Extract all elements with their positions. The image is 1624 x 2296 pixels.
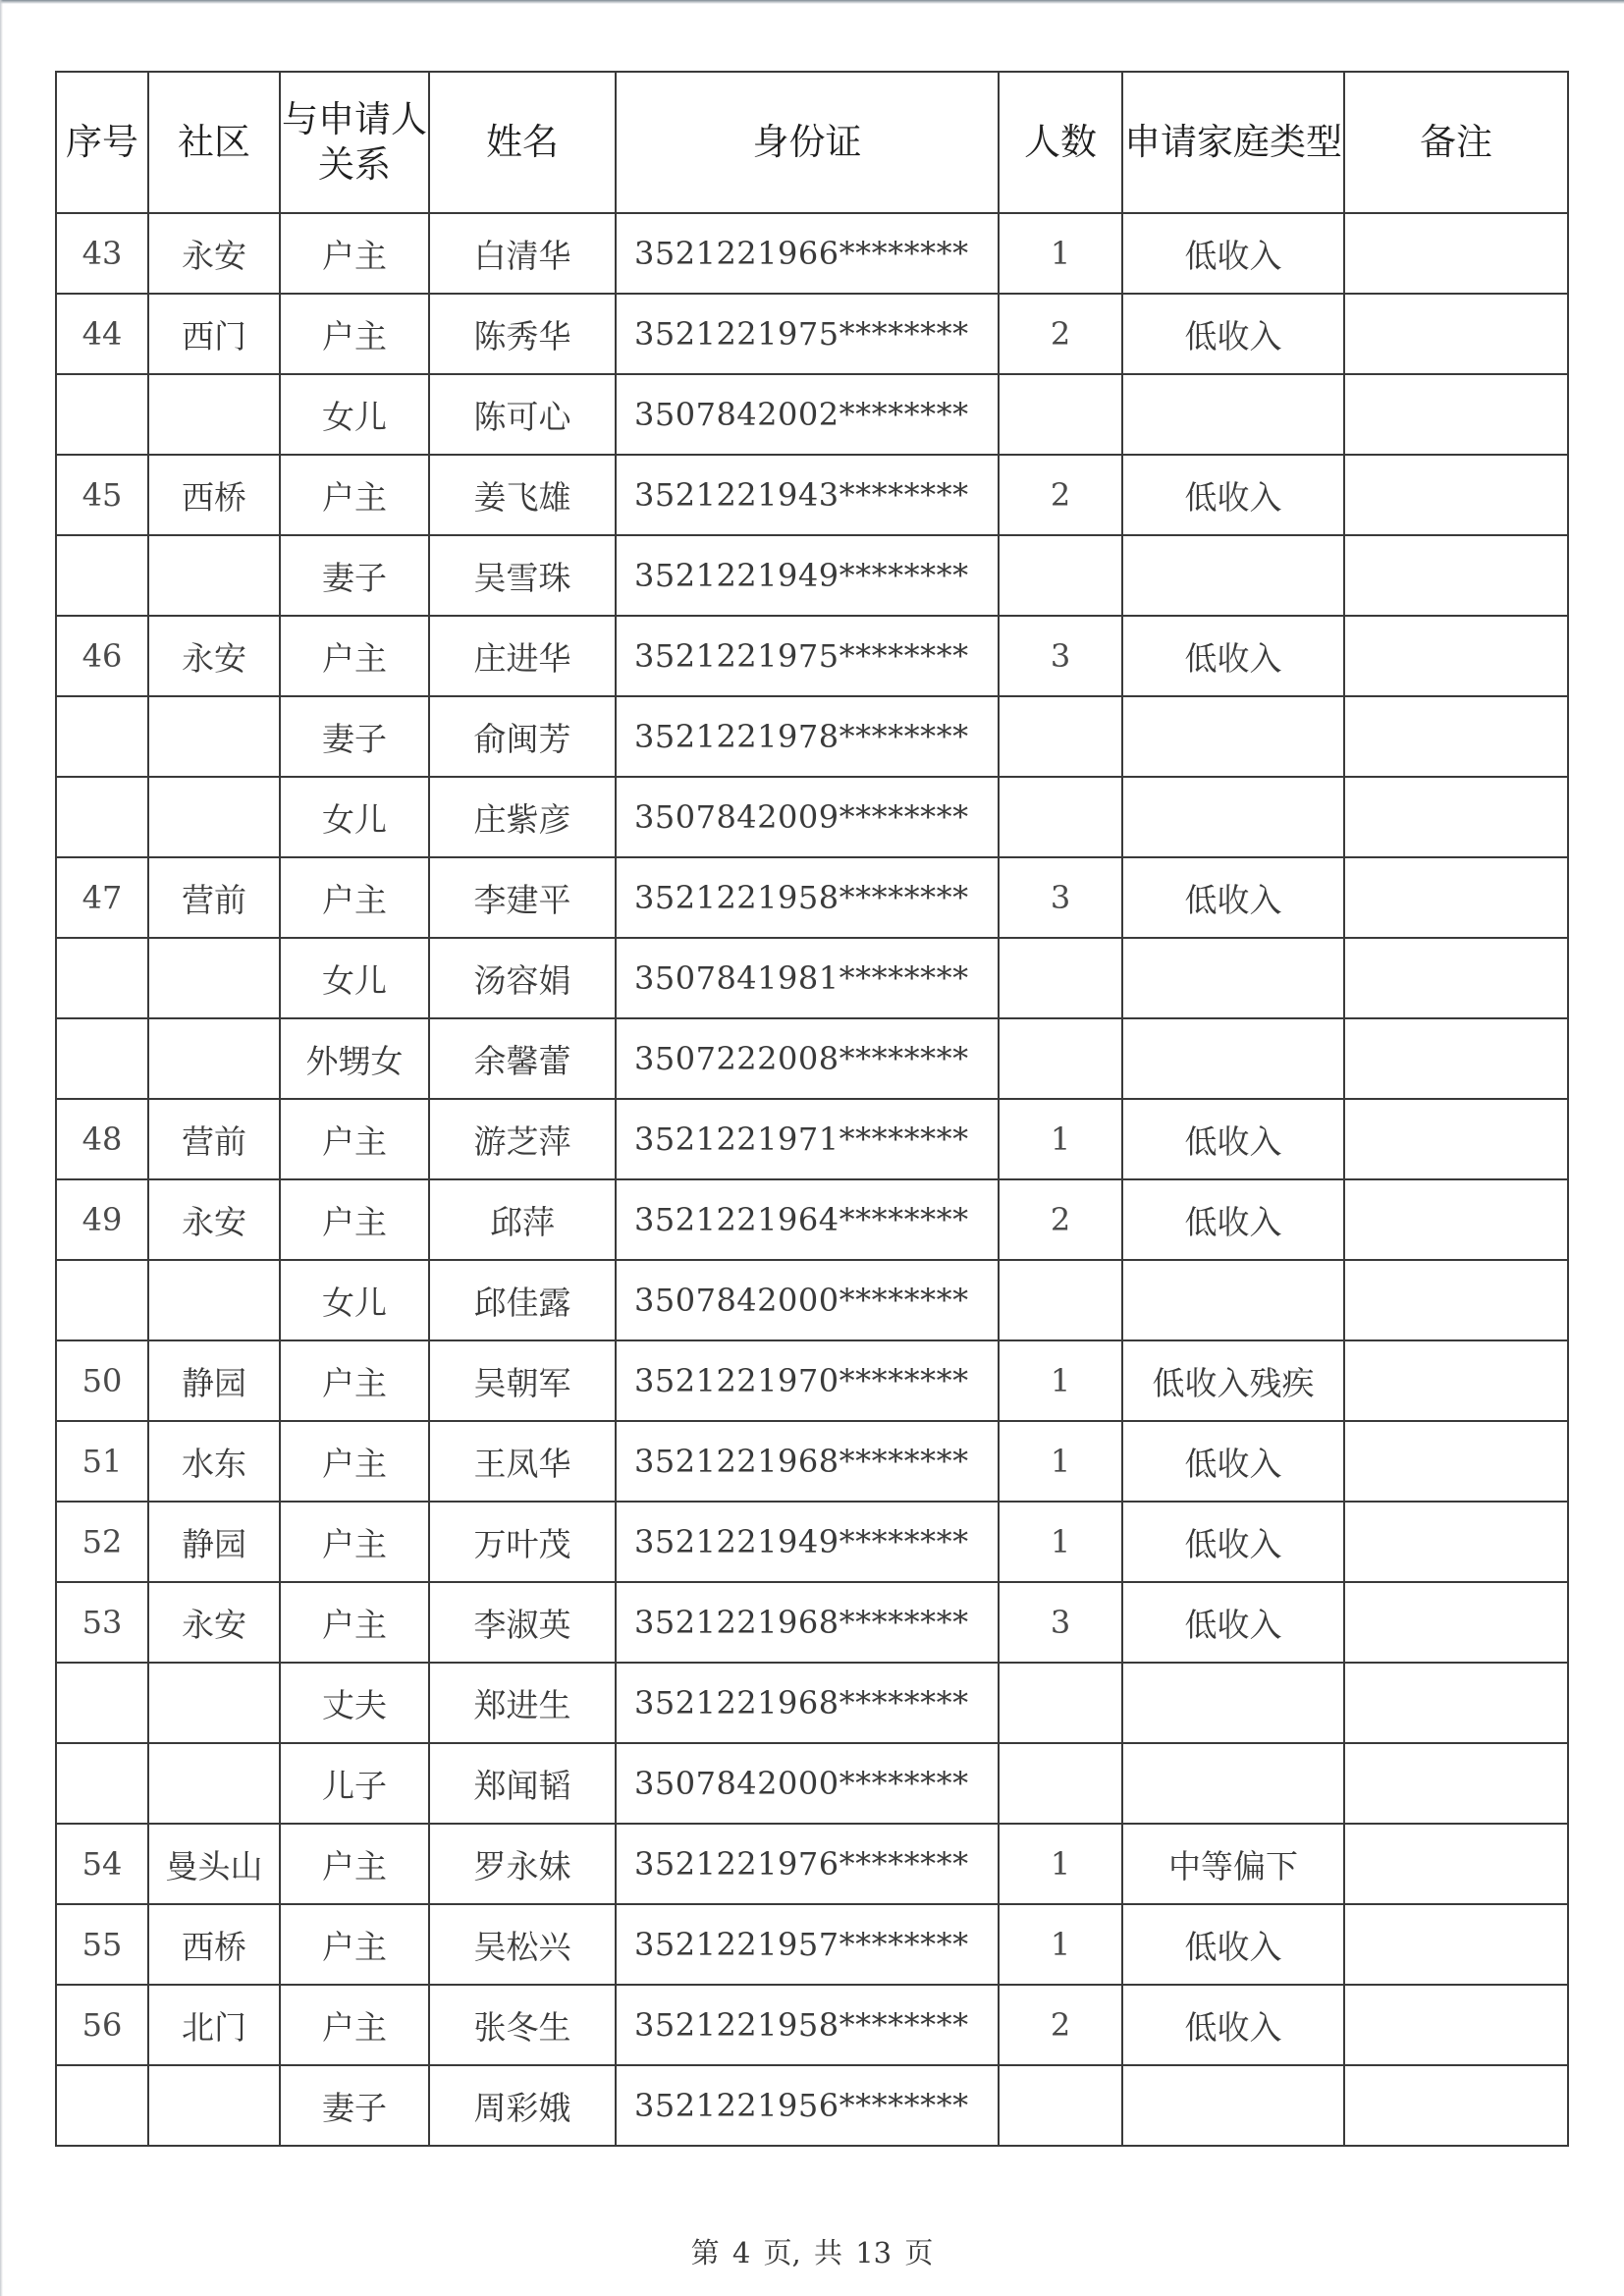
cell-count: 1 [999,1904,1122,1985]
scan-edge-top [0,0,1624,4]
cell-count [999,374,1122,455]
table-row [56,2065,1568,2146]
cell-community [148,1743,280,1824]
cell-no: 46 [56,616,148,696]
table-row [56,535,1568,616]
cell-family-type: 低收入 [1122,1179,1344,1260]
cell-remark [1344,213,1568,294]
cell-no: 53 [56,1582,148,1663]
cell-count: 2 [999,1985,1122,2065]
cell-remark [1344,1421,1568,1502]
cell-relation: 户主 [280,1582,429,1663]
cell-community [148,696,280,777]
cell-id: 3507842002******** [616,374,999,455]
cell-community: 永安 [148,1179,280,1260]
cell-no: 45 [56,455,148,535]
header-count: 人数 [999,72,1122,213]
cell-name: 俞闽芳 [429,696,616,777]
cell-count [999,1663,1122,1743]
cell-relation: 户主 [280,1179,429,1260]
cell-remark [1344,1985,1568,2065]
cell-relation: 女儿 [280,374,429,455]
cell-remark [1344,1018,1568,1099]
cell-family-type: 低收入残疾 [1122,1340,1344,1421]
cell-name: 庄进华 [429,616,616,696]
table-row [56,455,1568,535]
cell-name: 郑进生 [429,1663,616,1743]
table-row [56,1582,1568,1663]
cell-name: 李淑英 [429,1582,616,1663]
cell-id: 3521221971******** [616,1099,999,1179]
cell-name: 邱萍 [429,1179,616,1260]
cell-family-type [1122,1663,1344,1743]
cell-community [148,2065,280,2146]
cell-id: 3507842000******** [616,1743,999,1824]
table-row [56,1099,1568,1179]
cell-remark [1344,294,1568,374]
cell-community: 静园 [148,1340,280,1421]
header-remark: 备注 [1344,72,1568,213]
cell-community: 水东 [148,1421,280,1502]
cell-count: 1 [999,213,1122,294]
cell-remark [1344,2065,1568,2146]
cell-relation: 户主 [280,1421,429,1502]
cell-family-type [1122,1260,1344,1340]
cell-community [148,1260,280,1340]
cell-remark [1344,1582,1568,1663]
cell-no [56,2065,148,2146]
cell-id: 3521221970******** [616,1340,999,1421]
table-header [56,72,1568,213]
cell-id: 3521221968******** [616,1582,999,1663]
cell-remark [1344,1260,1568,1340]
table-row [56,213,1568,294]
cell-community: 永安 [148,213,280,294]
header-id: 身份证 [616,72,999,213]
cell-remark [1344,938,1568,1018]
cell-name: 万叶茂 [429,1502,616,1582]
table-row [56,1179,1568,1260]
table-row [56,938,1568,1018]
cell-relation: 女儿 [280,1260,429,1340]
cell-id: 3507842009******** [616,777,999,857]
cell-name: 张冬生 [429,1985,616,2065]
cell-name: 汤容娟 [429,938,616,1018]
cell-no [56,696,148,777]
cell-name: 吴松兴 [429,1904,616,1985]
cell-count: 3 [999,616,1122,696]
cell-id: 3507222008******** [616,1018,999,1099]
cell-id: 3521221964******** [616,1179,999,1260]
cell-relation: 妻子 [280,535,429,616]
cell-community: 营前 [148,857,280,938]
table-row [56,1985,1568,2065]
cell-count [999,535,1122,616]
cell-remark [1344,1904,1568,1985]
cell-id: 3521221978******** [616,696,999,777]
cell-no [56,1663,148,1743]
cell-relation: 妻子 [280,696,429,777]
cell-count: 3 [999,1582,1122,1663]
cell-name: 邱佳露 [429,1260,616,1340]
cell-relation: 户主 [280,213,429,294]
cell-remark [1344,1502,1568,1582]
cell-relation: 户主 [280,1340,429,1421]
cell-id: 3521221975******** [616,616,999,696]
cell-count [999,938,1122,1018]
table-row [56,777,1568,857]
cell-community: 营前 [148,1099,280,1179]
cell-family-type [1122,696,1344,777]
cell-relation: 女儿 [280,777,429,857]
table-row [56,616,1568,696]
cell-no: 47 [56,857,148,938]
cell-count [999,1743,1122,1824]
cell-name: 罗永妹 [429,1824,616,1904]
cell-family-type: 低收入 [1122,1099,1344,1179]
cell-remark [1344,455,1568,535]
table-row [56,374,1568,455]
cell-no: 50 [56,1340,148,1421]
table-row [56,1663,1568,1743]
cell-family-type: 中等偏下 [1122,1824,1344,1904]
cell-name: 陈可心 [429,374,616,455]
cell-id: 3521221968******** [616,1421,999,1502]
cell-relation: 户主 [280,455,429,535]
table-row [56,1018,1568,1099]
cell-relation: 户主 [280,1904,429,1985]
cell-family-type: 低收入 [1122,455,1344,535]
cell-family-type: 低收入 [1122,1582,1344,1663]
cell-name: 陈秀华 [429,294,616,374]
cell-relation: 妻子 [280,2065,429,2146]
cell-no: 44 [56,294,148,374]
cell-count: 1 [999,1099,1122,1179]
cell-no: 52 [56,1502,148,1582]
cell-no [56,1743,148,1824]
cell-family-type [1122,374,1344,455]
cell-count: 1 [999,1824,1122,1904]
cell-family-type [1122,1743,1344,1824]
cell-id: 3521221958******** [616,857,999,938]
cell-community: 西桥 [148,455,280,535]
cell-family-type [1122,777,1344,857]
cell-id: 3521221957******** [616,1904,999,1985]
cell-no [56,777,148,857]
cell-no: 54 [56,1824,148,1904]
header-relation: 与申请人关系 [280,72,429,213]
cell-count: 2 [999,455,1122,535]
header-row [56,72,1568,213]
header-community: 社区 [148,72,280,213]
cell-relation: 户主 [280,1824,429,1904]
cell-community [148,1663,280,1743]
header-family-type: 申请家庭类型 [1122,72,1344,213]
cell-id: 3507842000******** [616,1260,999,1340]
cell-remark [1344,696,1568,777]
cell-relation: 户主 [280,1502,429,1582]
cell-name: 姜飞雄 [429,455,616,535]
cell-count: 2 [999,1179,1122,1260]
cell-count [999,777,1122,857]
table-row [56,1340,1568,1421]
cell-name: 吴雪珠 [429,535,616,616]
cell-id: 3521221968******** [616,1663,999,1743]
table-row [56,696,1568,777]
cell-id: 3521221975******** [616,294,999,374]
header-no: 序号 [56,72,148,213]
cell-family-type: 低收入 [1122,616,1344,696]
cell-relation: 户主 [280,616,429,696]
cell-community: 北门 [148,1985,280,2065]
cell-relation: 户主 [280,294,429,374]
cell-id: 3521221958******** [616,1985,999,2065]
cell-remark [1344,1824,1568,1904]
table-body [56,213,1568,2146]
table-row [56,294,1568,374]
cell-count: 1 [999,1421,1122,1502]
cell-family-type [1122,2065,1344,2146]
cell-community: 永安 [148,1582,280,1663]
cell-no: 48 [56,1099,148,1179]
cell-id: 3507841981******** [616,938,999,1018]
cell-family-type: 低收入 [1122,1502,1344,1582]
cell-relation: 儿子 [280,1743,429,1824]
cell-family-type [1122,938,1344,1018]
cell-no: 51 [56,1421,148,1502]
table-row [56,1260,1568,1340]
cell-id: 3521221949******** [616,535,999,616]
cell-no: 56 [56,1985,148,2065]
scan-edge-left [0,0,3,2296]
cell-id: 3521221966******** [616,213,999,294]
cell-count: 1 [999,1502,1122,1582]
table-row [56,1824,1568,1904]
applicant-table [55,71,1569,2147]
cell-name: 周彩娥 [429,2065,616,2146]
cell-name: 庄紫彦 [429,777,616,857]
cell-count [999,1018,1122,1099]
cell-relation: 户主 [280,857,429,938]
cell-no [56,1018,148,1099]
cell-remark [1344,616,1568,696]
cell-no: 43 [56,213,148,294]
cell-name: 吴朝军 [429,1340,616,1421]
cell-count: 1 [999,1340,1122,1421]
cell-community [148,777,280,857]
cell-count [999,1260,1122,1340]
cell-count: 3 [999,857,1122,938]
table-row [56,1904,1568,1985]
cell-count [999,696,1122,777]
cell-name: 游芝萍 [429,1099,616,1179]
cell-family-type: 低收入 [1122,1904,1344,1985]
cell-relation: 外甥女 [280,1018,429,1099]
cell-remark [1344,535,1568,616]
cell-relation: 户主 [280,1985,429,2065]
cell-remark [1344,1179,1568,1260]
cell-no [56,938,148,1018]
cell-community [148,535,280,616]
table-row [56,857,1568,938]
table-row [56,1421,1568,1502]
cell-relation: 丈夫 [280,1663,429,1743]
cell-community: 永安 [148,616,280,696]
cell-community: 曼头山 [148,1824,280,1904]
cell-relation: 女儿 [280,938,429,1018]
cell-community [148,374,280,455]
cell-community: 西桥 [148,1904,280,1985]
cell-remark [1344,1099,1568,1179]
cell-no [56,535,148,616]
cell-no: 49 [56,1179,148,1260]
cell-remark [1344,374,1568,455]
cell-family-type: 低收入 [1122,1421,1344,1502]
cell-family-type [1122,1018,1344,1099]
cell-community [148,938,280,1018]
table-row [56,1743,1568,1824]
header-name: 姓名 [429,72,616,213]
cell-id: 3521221956******** [616,2065,999,2146]
cell-family-type: 低收入 [1122,294,1344,374]
cell-name: 郑闻韬 [429,1743,616,1824]
cell-remark [1344,1743,1568,1824]
cell-name: 余馨蕾 [429,1018,616,1099]
cell-remark [1344,1663,1568,1743]
cell-no [56,1260,148,1340]
cell-community [148,1018,280,1099]
cell-id: 3521221943******** [616,455,999,535]
cell-community: 西门 [148,294,280,374]
cell-count [999,2065,1122,2146]
cell-id: 3521221949******** [616,1502,999,1582]
cell-count: 2 [999,294,1122,374]
cell-no [56,374,148,455]
table-row [56,1502,1568,1582]
cell-family-type [1122,535,1344,616]
cell-no: 55 [56,1904,148,1985]
cell-remark [1344,1340,1568,1421]
cell-community: 静园 [148,1502,280,1582]
cell-name: 李建平 [429,857,616,938]
cell-family-type: 低收入 [1122,857,1344,938]
cell-family-type: 低收入 [1122,1985,1344,2065]
cell-remark [1344,777,1568,857]
cell-name: 白清华 [429,213,616,294]
cell-id: 3521221976******** [616,1824,999,1904]
cell-remark [1344,857,1568,938]
cell-family-type: 低收入 [1122,213,1344,294]
cell-name: 王凤华 [429,1421,616,1502]
page-number: 第 4 页, 共 13 页 [690,2236,934,2269]
cell-relation: 户主 [280,1099,429,1179]
